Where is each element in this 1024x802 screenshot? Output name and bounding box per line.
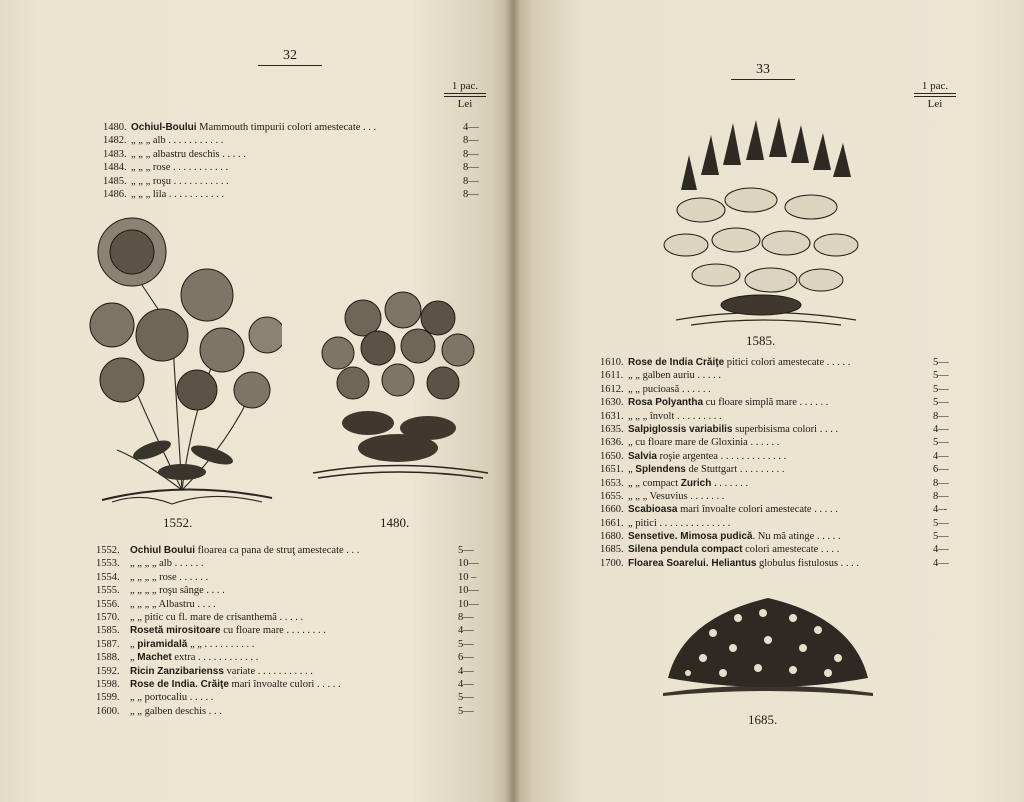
item-detail: „ „ portocaliu . . . . . bbox=[130, 692, 214, 704]
item-detail: „ „ „ „ roşu sânge . . . . bbox=[130, 585, 225, 597]
item-description bbox=[628, 423, 929, 436]
illustration-caption: 1480. bbox=[380, 515, 410, 530]
item-name: Scabioasa bbox=[628, 504, 678, 516]
item-price: 8— bbox=[933, 477, 949, 489]
price-list-row bbox=[96, 584, 488, 597]
item-detail: . . . . . . . bbox=[711, 477, 749, 489]
item-description bbox=[131, 148, 459, 161]
item-number: 1485. bbox=[103, 175, 127, 187]
item-detail: „ „ „ roşu . . . . . . . . . . . bbox=[131, 175, 229, 187]
price-list-bottom bbox=[96, 544, 488, 718]
item-detail: mari învoalte colori amestecate . . . . . bbox=[677, 504, 838, 516]
item-detail: extra . . . . . . . . . . . . bbox=[171, 652, 259, 664]
item-detail: „ bbox=[130, 638, 138, 650]
item-name: Silena pendula compact bbox=[628, 544, 743, 556]
item-number: 1630. bbox=[600, 397, 624, 409]
price-list-top bbox=[103, 121, 488, 201]
item-detail: . Nu mă atinge . . . . . bbox=[752, 531, 841, 543]
item-number: 1612. bbox=[600, 383, 624, 395]
item-detail: „ „ . . . . . . . . . . bbox=[187, 638, 255, 650]
item-price: 5— bbox=[933, 357, 949, 368]
item-price: 5— bbox=[933, 437, 949, 449]
item-name: Rose de India. Crăiţe bbox=[130, 678, 229, 690]
item-number: 1570. bbox=[96, 611, 120, 623]
item-price: 8— bbox=[458, 611, 474, 623]
item-detail: „ „ „ rose . . . . . . . . . . . bbox=[131, 162, 229, 174]
illustration-caption: 1685. bbox=[748, 712, 778, 727]
item-detail: „ bbox=[628, 464, 636, 476]
item-description bbox=[131, 121, 459, 134]
item-detail: „ „ „ Vesuvius . . . . . . . bbox=[628, 490, 725, 502]
item-description bbox=[131, 134, 459, 147]
price-list-row bbox=[600, 463, 958, 476]
pac-label: 1 pac. bbox=[921, 80, 949, 92]
item-description bbox=[131, 161, 459, 174]
item-description bbox=[130, 571, 454, 584]
item-number: 1600. bbox=[96, 705, 120, 717]
item-detail: „ „ „ „ rose . . . . . . bbox=[130, 571, 209, 583]
item-detail: „ „ „ lila . . . . . . . . . . . bbox=[131, 188, 225, 200]
item-name: Splendens bbox=[635, 464, 686, 476]
item-description bbox=[130, 665, 454, 678]
item-price: 8— bbox=[463, 188, 479, 200]
item-price: 5— bbox=[933, 383, 949, 395]
price-list-row bbox=[600, 517, 958, 530]
item-name: Salpiglossis variabilis bbox=[628, 423, 733, 435]
item-price: 4–- bbox=[933, 504, 947, 516]
item-description bbox=[130, 678, 454, 691]
item-number: 1588. bbox=[96, 652, 120, 664]
price-list-row bbox=[103, 134, 488, 147]
item-description bbox=[628, 356, 929, 369]
item-price: 10 – bbox=[458, 571, 477, 583]
item-description bbox=[628, 396, 929, 409]
item-detail: Mammouth timpurii colori amestecate . . . bbox=[196, 122, 377, 133]
item-name: Salvia bbox=[628, 450, 657, 462]
item-price: 10— bbox=[458, 598, 479, 610]
item-name: Sensetive. Mimosa pudică bbox=[628, 531, 753, 543]
item-detail: „ „ pitic cu fl. mare de crisanthemă . . . . . bbox=[130, 611, 304, 623]
page-number: 33 bbox=[731, 62, 795, 80]
right-page bbox=[513, 0, 1024, 802]
price-list-row bbox=[600, 436, 958, 449]
illustration-caption: 1585. bbox=[746, 333, 776, 348]
silene-illustration-1685 bbox=[653, 578, 883, 703]
item-price: 5— bbox=[458, 705, 474, 717]
item-price: 8— bbox=[463, 135, 479, 147]
item-price: 8— bbox=[933, 410, 949, 422]
item-number: 1636. bbox=[600, 437, 624, 449]
price-list-row bbox=[96, 638, 488, 651]
item-description bbox=[130, 691, 454, 704]
item-price: 5— bbox=[933, 397, 949, 409]
item-price: 4— bbox=[463, 122, 479, 133]
item-detail: „ bbox=[130, 652, 138, 664]
item-description bbox=[130, 557, 454, 570]
item-name: Ricin Zanzibarienss bbox=[130, 665, 224, 677]
price-column-header bbox=[444, 80, 486, 110]
item-price: 4— bbox=[458, 625, 474, 637]
price-list-row bbox=[96, 665, 488, 678]
item-number: 1700. bbox=[600, 557, 624, 569]
item-description bbox=[628, 490, 929, 503]
item-description bbox=[628, 530, 929, 543]
price-list-row bbox=[96, 705, 488, 718]
item-name: Zurich bbox=[680, 477, 712, 489]
item-name: piramidală bbox=[137, 638, 188, 650]
item-description bbox=[130, 611, 454, 624]
item-detail: cu floare simplă mare . . . . . . bbox=[703, 397, 829, 409]
price-list-row bbox=[96, 611, 488, 624]
item-detail: „ pitici . . . . . . . . . . . . . . bbox=[628, 517, 731, 529]
price-list-row bbox=[600, 490, 958, 503]
price-column-header bbox=[914, 80, 956, 110]
item-number: 1611. bbox=[600, 370, 624, 382]
item-name: Rose de India Crăiţe bbox=[628, 357, 725, 368]
item-number: 1631. bbox=[600, 410, 624, 422]
item-description bbox=[130, 638, 454, 651]
item-price: 8— bbox=[463, 175, 479, 187]
item-price: 4— bbox=[458, 665, 474, 677]
price-list-row bbox=[96, 691, 488, 704]
price-list bbox=[600, 356, 958, 570]
item-price: 6— bbox=[933, 464, 949, 476]
book-spine bbox=[506, 0, 520, 802]
item-number: 1651. bbox=[600, 464, 624, 476]
item-detail: globulus fistulosus . . . . bbox=[756, 557, 860, 569]
item-price: 4— bbox=[458, 678, 474, 690]
price-list-row bbox=[96, 598, 488, 611]
item-detail: „ „ „ învolt . . . . . . . . . bbox=[628, 410, 722, 422]
item-price: 5— bbox=[933, 517, 949, 529]
price-list-row bbox=[96, 624, 488, 637]
item-number: 1635. bbox=[600, 423, 624, 435]
item-detail: cu floare mare . . . . . . . . bbox=[220, 625, 326, 637]
item-number: 1552. bbox=[96, 545, 120, 556]
item-price: 8— bbox=[933, 490, 949, 502]
item-description bbox=[628, 517, 929, 530]
item-number: 1680. bbox=[600, 531, 624, 543]
price-list-row bbox=[600, 383, 958, 396]
price-list-row bbox=[96, 571, 488, 584]
price-list-row bbox=[600, 369, 958, 382]
item-price: 5— bbox=[933, 370, 949, 382]
item-number: 1599. bbox=[96, 692, 120, 704]
item-description bbox=[628, 557, 929, 570]
item-description bbox=[130, 598, 454, 611]
item-number: 1587. bbox=[96, 638, 120, 650]
price-list-row bbox=[96, 651, 488, 664]
item-price: 8— bbox=[463, 148, 479, 160]
item-name: Ochiul-Boului bbox=[131, 122, 197, 133]
price-list-row bbox=[600, 557, 958, 570]
item-number: 1554. bbox=[96, 571, 120, 583]
item-name: Machet bbox=[137, 652, 172, 664]
item-detail: „ „ „ alb . . . . . . . . . . . bbox=[131, 135, 224, 147]
price-list-row bbox=[600, 477, 958, 490]
item-number: 1486. bbox=[103, 188, 127, 200]
price-list-row bbox=[103, 161, 488, 174]
item-number: 1480. bbox=[103, 122, 127, 133]
item-name: Floarea Soarelui. Heliantus bbox=[628, 557, 757, 569]
price-list-row bbox=[103, 148, 488, 161]
price-list-row bbox=[96, 678, 488, 691]
item-price: 10— bbox=[458, 558, 479, 570]
item-description bbox=[628, 503, 929, 516]
item-number: 1585. bbox=[96, 625, 120, 637]
item-detail: roşie argentea . . . . . . . . . . . . . bbox=[656, 450, 787, 462]
price-list-row bbox=[600, 423, 958, 436]
reseda-illustration-1585 bbox=[661, 115, 866, 330]
item-number: 1661. bbox=[600, 517, 624, 529]
item-name: Rosetă mirositoare bbox=[130, 625, 221, 637]
item-number: 1650. bbox=[600, 450, 624, 462]
item-number: 1592. bbox=[96, 665, 120, 677]
pac-label: 1 pac. bbox=[451, 80, 479, 92]
item-number: 1653. bbox=[600, 477, 624, 489]
item-detail: „ cu floare mare de Gloxinia . . . . . . bbox=[628, 437, 780, 449]
item-price: 10— bbox=[458, 585, 479, 597]
item-number: 1556. bbox=[96, 598, 120, 610]
price-list-row bbox=[103, 121, 488, 134]
item-number: 1685. bbox=[600, 544, 624, 556]
item-number: 1598. bbox=[96, 678, 120, 690]
item-number: 1553. bbox=[96, 558, 120, 570]
item-price: 4— bbox=[933, 557, 949, 569]
item-price: 5— bbox=[458, 545, 474, 556]
item-detail: „ „ galben deschis . . . bbox=[130, 705, 222, 717]
item-price: 5— bbox=[458, 692, 474, 704]
item-price: 8— bbox=[463, 162, 479, 174]
item-detail: „ „ „ „ alb . . . . . . bbox=[130, 558, 204, 570]
page-number: 32 bbox=[258, 48, 322, 66]
item-number: 1655. bbox=[600, 490, 624, 502]
price-list-row bbox=[103, 175, 488, 188]
item-description bbox=[131, 175, 459, 188]
item-detail: superbisisma colori . . . . bbox=[732, 423, 839, 435]
price-list-row bbox=[600, 396, 958, 409]
item-detail: mari învoalte culori . . . . . bbox=[228, 678, 341, 690]
price-list-row bbox=[600, 543, 958, 556]
item-number: 1484. bbox=[103, 162, 127, 174]
item-name: Rosa Polyantha bbox=[628, 397, 704, 409]
item-price: 5— bbox=[933, 531, 949, 543]
item-detail: „ „ „ „ Albastru . . . . bbox=[130, 598, 216, 610]
item-description bbox=[130, 544, 454, 557]
aster-illustration-1480 bbox=[308, 288, 493, 483]
price-list-row bbox=[600, 530, 958, 543]
item-description bbox=[628, 477, 929, 490]
item-price: 4— bbox=[933, 450, 949, 462]
item-number: 1610. bbox=[600, 357, 624, 368]
item-detail: pitici colori amestecate . . . . . bbox=[724, 357, 851, 368]
item-description bbox=[130, 584, 454, 597]
illustration-caption: 1552. bbox=[163, 515, 193, 530]
item-description bbox=[628, 463, 929, 476]
item-description bbox=[130, 624, 454, 637]
item-description bbox=[628, 383, 929, 396]
item-detail: colori amestecate . . . . bbox=[742, 544, 840, 556]
item-number: 1482. bbox=[103, 135, 127, 147]
item-name: Ochiul Boului bbox=[130, 545, 195, 556]
price-list-row bbox=[600, 503, 958, 516]
item-detail: „ „ compact bbox=[628, 477, 681, 489]
item-number: 1483. bbox=[103, 148, 127, 160]
item-price: 4— bbox=[933, 544, 949, 556]
price-list-row bbox=[600, 356, 958, 369]
item-number: 1555. bbox=[96, 585, 120, 597]
item-detail: variate . . . . . . . . . . . bbox=[223, 665, 313, 677]
item-detail: floarea ca pana de struţ amestecate . . . bbox=[195, 545, 360, 556]
lei-label: Lei bbox=[927, 98, 943, 110]
price-list-row bbox=[96, 544, 488, 557]
item-price: 4— bbox=[933, 423, 949, 435]
item-price: 6— bbox=[458, 652, 474, 664]
item-detail: „ „ galben auriu . . . . . bbox=[628, 370, 722, 382]
item-description bbox=[628, 543, 929, 556]
price-list-row bbox=[600, 450, 958, 463]
price-list-row bbox=[600, 410, 958, 423]
price-list-row bbox=[103, 188, 488, 201]
item-detail: de Stuttgart . . . . . . . . . bbox=[685, 464, 785, 476]
aster-illustration-1552 bbox=[82, 210, 282, 510]
item-description bbox=[131, 188, 459, 201]
item-description bbox=[628, 436, 929, 449]
item-description bbox=[628, 369, 929, 382]
item-description bbox=[130, 651, 454, 664]
price-list-row bbox=[96, 557, 488, 570]
item-description bbox=[130, 705, 454, 718]
item-number: 1660. bbox=[600, 504, 624, 516]
item-description bbox=[628, 450, 929, 463]
item-price: 5— bbox=[458, 638, 474, 650]
lei-label: Lei bbox=[457, 98, 473, 110]
item-detail: „ „ „ albastru deschis . . . . . bbox=[131, 148, 246, 160]
item-description bbox=[628, 410, 929, 423]
item-detail: „ „ pucioasă . . . . . . bbox=[628, 383, 711, 395]
